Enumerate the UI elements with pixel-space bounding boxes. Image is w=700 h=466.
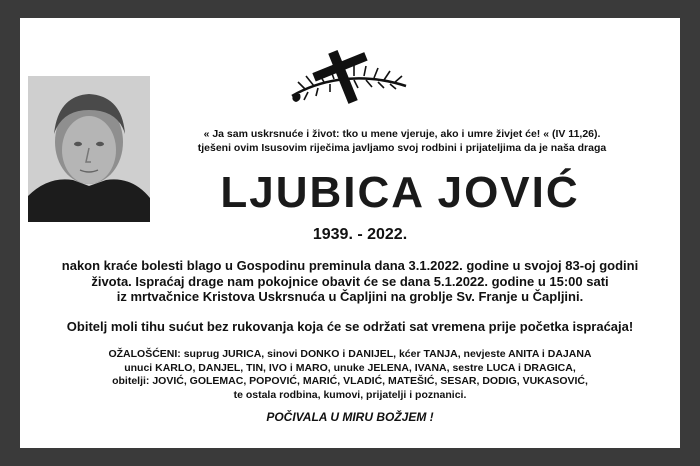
cross-with-palm-icon (286, 46, 410, 104)
mourners-line: obitelji: JOVIĆ, GOLEMAC, POPOVIĆ, MARIĆ, VLADIĆ, MATEŠIĆ, SESAR, DODIG, VUKASOVIĆ, (112, 375, 588, 387)
mourners-line: unuci KARLO, DANJEL, TIN, IVO i MARO, unuke JELENA, IVANA, sestre LUCA i DRAGICA, (124, 361, 576, 374)
intro-line: tješeni ovim Isusovim riječima javljamo svoj rodbini i prijateljima da je naša draga (197, 142, 607, 154)
death-announcement (30, 258, 670, 305)
bible-quote (152, 127, 652, 155)
announcement-line: nakon kraće bolesti blago u Gospodinu preminula dana 3.1.2022. godine u svojoj 83-oj godini (61, 258, 639, 273)
portrait-photo (28, 76, 150, 222)
obituary-card (20, 18, 680, 448)
life-years: 1939. - 2022. (312, 226, 408, 243)
mourners-list (30, 348, 670, 402)
mourners-line: OŽALOŠĆENI: suprug JURICA, sinovi DONKO i DANIJEL, kćer TANJA, nevjeste ANITA i DAJANA (108, 348, 592, 360)
closing-blessing: POČIVALA U MIRU BOŽJEM ! (266, 410, 434, 424)
family-note: Obitelj moli tihu sućut bez rukovanja koja će se održati sat vremena prije početka ispraćaja! (66, 319, 634, 334)
mourners-line: te ostala rodbina, kumovi, prijatelji i poznanici. (233, 388, 467, 401)
announcement-line: iz mrtvačnice Kristova Uskrsnuća u Čapljini na groblje Sv. Franje u Čapljini. (116, 289, 584, 304)
quote-line: « Ja sam uskrsnuće i život: tko u mene vjeruje, ako i umre živjet će! « (IV 11,26). (203, 128, 601, 140)
deceased-name: LJUBICA JOVIĆ (220, 168, 580, 217)
announcement-line: života. Ispraćaj drage nam pokojnice obavit će se dana 5.1.2022. godine u 15:00 sati (91, 273, 609, 289)
